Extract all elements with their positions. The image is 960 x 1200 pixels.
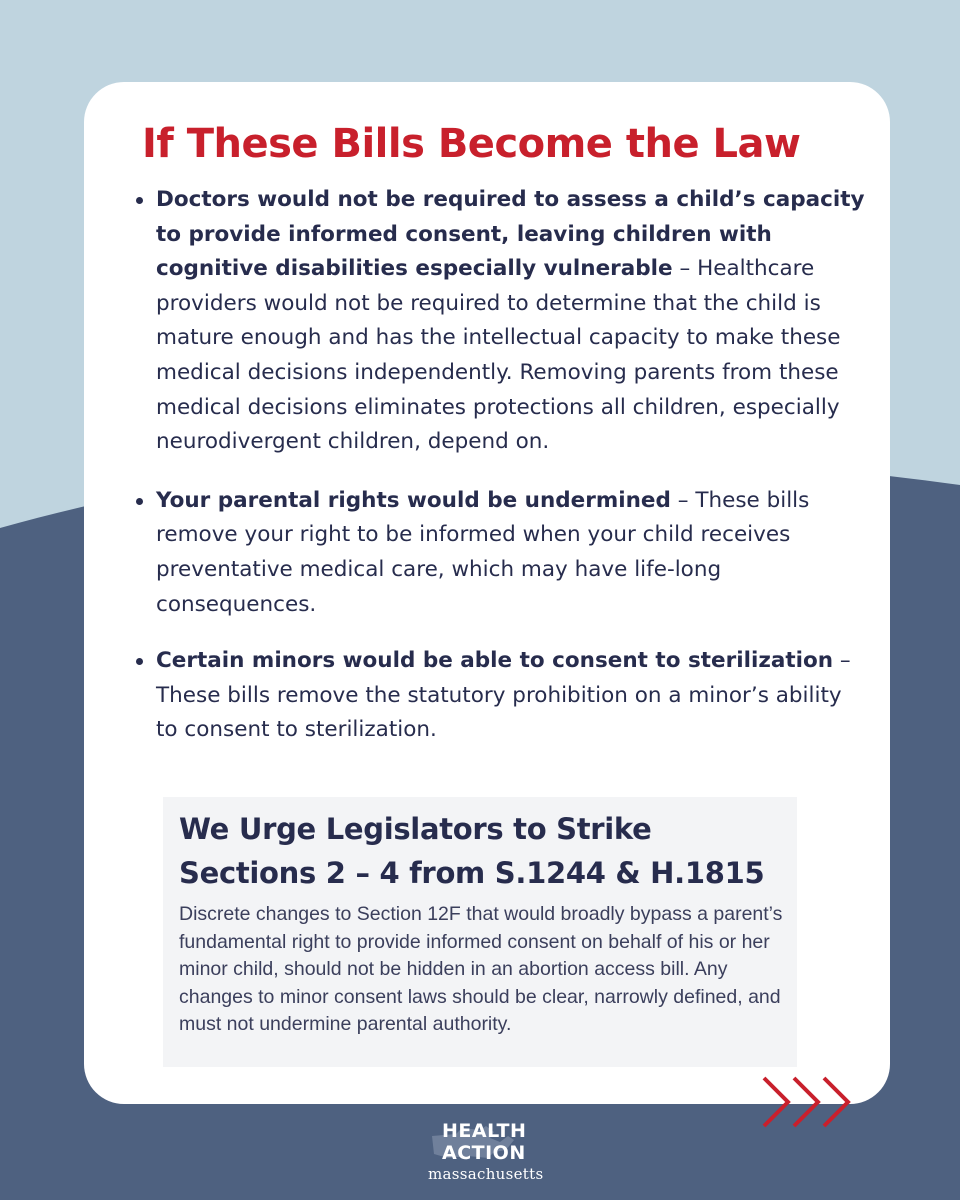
consequence-list [156, 183, 868, 748]
bullet-dot-icon [136, 498, 143, 505]
logo-text-health: HEALTH [442, 1120, 527, 1142]
health-action-massachusetts-logo [420, 1116, 560, 1188]
call-to-action-body: Discrete changes to Section 12F that would broadly bypass a parent’s fundamental right to provide informed consent on behalf of his or her minor child, should not be hidden in an abortion access bill. Any changes to minor consent laws should be clear, narrowly defined, and must not undermine parental authority. [179, 903, 783, 1036]
logo-text-massachusetts: massachusetts [428, 1165, 544, 1183]
list-item-heading: Doctors would not be required to assess a child’s capacity to provide informed consent, leaving children with cognitive disabilities especially vulnerable [156, 187, 865, 282]
page-title: If These Bills Become the Law [142, 121, 801, 167]
logo-text-action: ACTION [442, 1142, 526, 1164]
call-to-action-box [163, 797, 797, 1067]
call-to-action-title: We Urge Legislators to Strike Sections 2 – 4 from S.1244 & H.1815 [179, 812, 765, 890]
bullet-dot-icon [136, 197, 143, 204]
triple-chevron-right-icon[interactable] [760, 1072, 860, 1132]
list-item-dash: – [833, 648, 851, 674]
list-item [156, 183, 868, 460]
list-item-heading: Certain minors would be able to consent to sterilization [156, 648, 834, 674]
list-item-text: Healthcare providers would not be required to determine that the child is mature enough and has the intellectual capacity to make these medical decisions independently. Removing parents from these medical decisions eliminates protections all children, especially neurodivergent children, depend on. [156, 256, 841, 455]
list-item [156, 644, 868, 748]
list-item-text: These bills remove the statutory prohibition on a minor’s ability to consent to sterilization. [156, 682, 842, 743]
list-item [156, 484, 868, 622]
list-item-heading: Your parental rights would be undermined [156, 487, 671, 513]
list-item-text: These bills remove your right to be informed when your child receives preventative medical care, which may have life-long consequences. [156, 487, 810, 617]
list-item-dash: – [670, 487, 696, 513]
list-item-dash: – [672, 256, 698, 282]
